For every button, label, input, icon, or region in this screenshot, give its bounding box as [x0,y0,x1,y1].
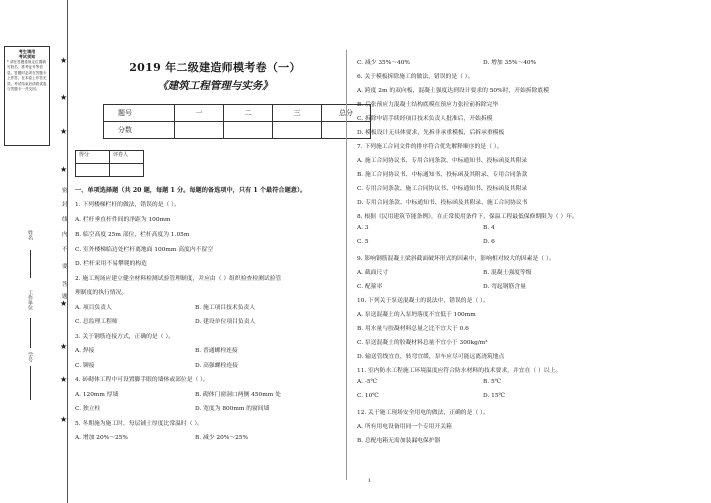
seal-char: 内 [62,232,68,238]
option-text: A. 焊接 [75,348,95,354]
section-heading: 一、单项选择题（共 20 题，每题 1 分。每题的备选项中，只有 1 个最符合题意）。 [75,187,307,194]
field-name-line [30,250,31,278]
question-text: 7. 下列施工合同文件的排序符合优先解释顺序的是（ ）。 [357,144,503,150]
seal-star-icon: ★ [60,93,68,102]
question-text: 理制度的执行情况。 [75,290,128,296]
field-workplace-label: 工作单位 [27,290,33,310]
option-text: B. 用水量与胶凝材料总量之比不宜大于 0.6 [357,326,469,332]
seal-star-icon: ★ [60,415,68,424]
option-text: B. 后张预应力混凝土结构底模在预应力张拉前拆除完毕 [357,102,499,108]
option-text: B. 施工合同协议书、中标通知书、投标函及其附录、专用合同条款 [357,172,528,178]
question-text: 8. 根据《民用建筑节能条例》，在正常使用条件下，保温工程最低保修期限为（ ）年。 [357,214,578,220]
score-table-cell: 一 [175,105,224,122]
seal-char: 线 [62,217,68,223]
score-table [103,104,371,139]
grader-score-label: 得分 [76,151,110,164]
option-text: C. 5 [357,239,369,245]
seal-star-icon: ★ [60,56,68,65]
option-text: D. 6 [483,239,495,245]
option-text: C. 拆除申请手续经项目技术负责人批准后，开始拆模 [357,116,493,122]
grader-name-cell[interactable] [110,164,144,177]
grader-table [75,150,144,177]
score-table-cell: 三 [273,105,322,122]
seal-char: 不 [62,247,68,253]
seal-star-icon: ★ [60,165,68,174]
option-text: A. 增加 20%～25% [75,435,128,441]
grader-name-label: 评卷人 [110,151,144,164]
option-text: D. 专用合同条款、中标通知书、投标函及其附录、施工合同协议书 [357,200,528,206]
score-input-cell[interactable] [224,122,273,139]
option-text: C. 减少 35%～40% [357,60,410,66]
score-table-header-row [104,105,371,122]
question-text: 9. 影响钢筋混凝土梁斜截面破坏形式的因素中，影响相对较大的因素是（ ）。 [357,256,555,262]
score-input-cell[interactable] [175,122,224,139]
option-text: A. 栏杆垂直杆件间的净距为 100mm [75,217,171,223]
question-text: 4. 砖砌体工程中可设置脚手眼的墙体或部位是（ ）。 [75,377,209,383]
option-text: C. 总监理工程师 [75,319,118,325]
option-text: D. 弯起钢筋含量 [483,284,526,290]
option-text: A. 120mm 厚墙 [75,392,119,398]
grader-score-cell[interactable] [76,164,110,177]
option-text: A. 泵送混凝土的入泵坍落度不宜低于 100mm [357,312,476,318]
field-name-label: 姓名 [27,230,33,240]
option-text: D. 模板设计无具体要求，先拆非承重模板，后拆承重模板 [357,130,505,136]
option-text: B. 施工项目技术负责人 [195,305,256,311]
seal-star-icon: ★ [60,299,68,308]
option-text: B. 混凝土强度等级 [483,270,532,276]
binding-margin [0,0,72,503]
column-divider [346,50,347,480]
option-text: D. 增加 35%～40% [483,60,537,66]
option-text: B. 普通螺栓连接 [195,348,238,354]
option-text: B. 4 [483,225,495,231]
option-text: D. 输送管线宜直，转弯宜缓，泵车应尽可能远离浇筑地点 [357,354,505,360]
option-text: A. 所有用电设备用同一个专用开关箱 [357,424,452,430]
exam-notice-box [4,46,50,146]
question-text: 5. 冬期施为施工时，每层铺土厚度比常温时（ ）。 [75,421,204,427]
option-text: D. 建设单位项目负责人 [195,319,256,325]
exam-subtitle: 《建筑工程管理与实务》 [157,80,273,92]
score-table-cell: 总分 [322,105,371,122]
seal-char: 封 [62,202,68,208]
option-text: A. 施工合同协议书、专用合同条款、中标通知书、投标函及其附录 [357,158,528,164]
option-text: D. 栏杆采用不易攀爬的构造 [75,261,147,267]
seal-char: 要 [62,264,68,270]
seal-star-icon: ★ [60,127,68,136]
seal-star-icon: ★ [60,375,68,384]
option-text: D. 宽度为 800mm 的窗间墙 [195,406,270,412]
option-text: D. 15℃ [483,393,505,399]
option-text: C. 10℃ [357,393,379,399]
score-input-cell[interactable] [273,122,322,139]
score-table-cell: 分数 [104,122,175,139]
option-text: D. 高强螺栓连接 [195,363,238,369]
option-text: B. 总配电箱无需加装漏电保护器 [357,438,441,444]
seal-line [67,0,68,503]
option-text: B. 砌体门窗洞口两侧 450mm 处 [195,392,281,398]
option-text: C. 独立柱 [75,406,101,412]
option-text: B. 临空高度 25m 部位，栏杆高度为 1.05m [75,232,190,238]
option-text: B. 5℃ [483,379,502,385]
question-text: 1. 下列楼梯栏杆的做法，错误的是（ ）。 [75,202,180,208]
option-text: A. 跨度 2m 的双向板，混凝土强度达到设计要求的 50%时，开始拆除底模 [357,88,549,94]
notice-subtitle: 考试须知 [18,54,36,59]
score-table-cell: 题号 [104,105,175,122]
option-text: A. 项目负责人 [75,305,112,311]
field-workplace-line [30,318,31,348]
question-text: 3. 关于钢筋连接方式，正确的是（ ）。 [75,334,175,340]
option-text: C. 泵送混凝土的胶凝材料总量不宜小于 300kg/m³ [357,340,488,346]
option-text: A. -5℃ [357,379,378,385]
seal-char: 题 [62,294,68,300]
page-number: 1 [368,478,372,484]
question-text: 12. 关于施工现场安全用电的做法，正确的是（ ）。 [357,410,489,416]
field-id-label: 学号 [27,352,33,362]
exam-title: 2019 年二级建造师模考卷（一） [129,61,301,74]
option-text: A. 截面尺寸 [357,270,389,276]
field-id-line [30,366,31,400]
option-text: C. 铆接 [75,363,95,369]
question-text: 11. 室内防水工程施工环境温度应符合防水材料的技术要求，并宜在（ ）以上。 [357,368,562,374]
seal-star-icon: ★ [60,342,68,351]
seal-char: 答 [62,282,68,288]
question-text: 10. 下列关于泵送混凝土的说法中，错误的是（ ）。 [357,298,489,304]
option-text: C. 专用合同条款、施工合同协议书、中标通知书、投标函及其附录 [357,186,528,192]
option-text: A. 3 [357,225,369,231]
score-table-score-row [104,122,371,139]
score-table-cell: 二 [224,105,273,122]
option-text: C. 室外楼梯临边处栏杆离地面 100mm 高度内不留空 [75,247,214,253]
notice-title: 考生请用 [18,49,36,54]
option-text: C. 配箍率 [357,284,383,290]
option-text: B. 减少 20%～25% [195,435,248,441]
seal-char: 密 [62,188,68,194]
question-text: 2. 施工现场应建立健全材料检测试验管理制度，并应由（ ）组织检查检测试验管 [75,276,282,282]
question-text: 6. 关于模板拆除施工的做法，错误的是（ ）。 [357,74,474,80]
notice-body: * 请在答题卷规定位置填写姓名、准考证号等信息。答题时必须在答题卡上作答，在本卷上作答无效。考试结束后请将试卷与答题卡一并交回。 [7,60,47,92]
